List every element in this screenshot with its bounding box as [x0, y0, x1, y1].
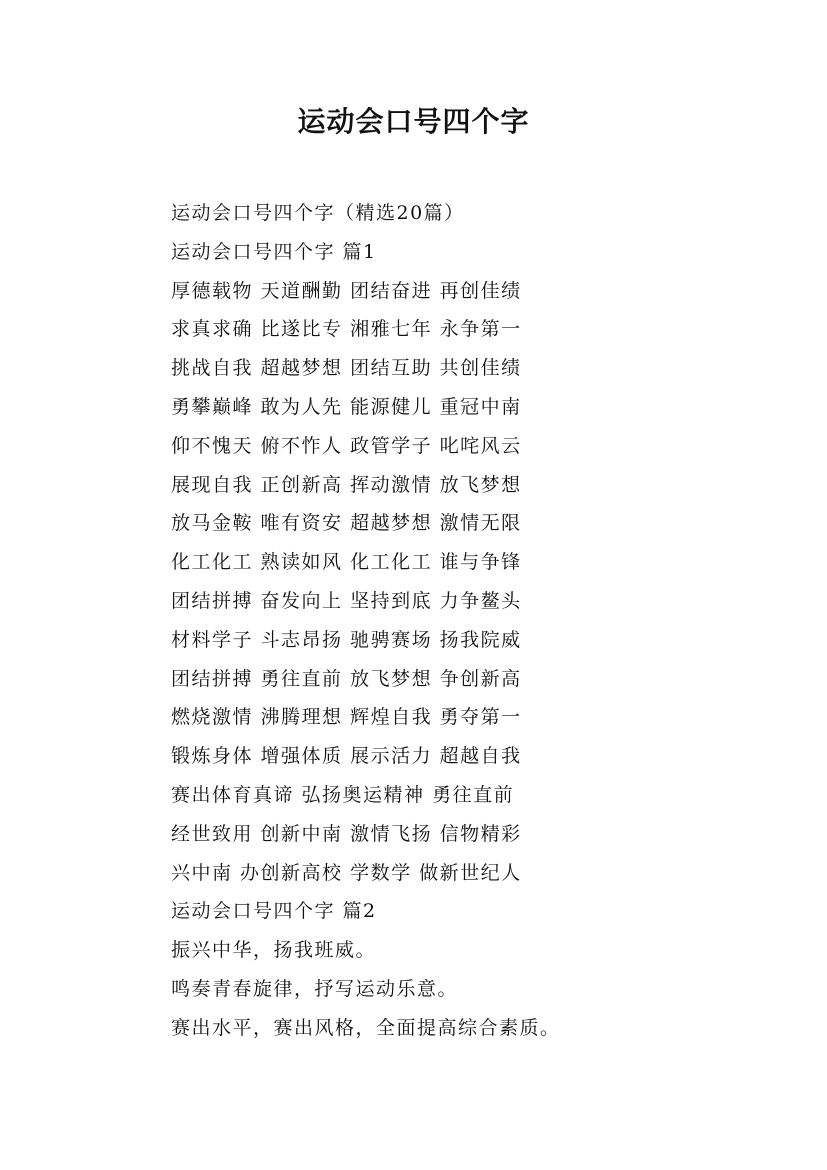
slogan-line: 厚德载物 天道酬勤 团结奋进 再创佳绩 [171, 279, 522, 302]
slogan-line: 团结拼搏 奋发向上 坚持到底 力争鳌头 [171, 589, 522, 612]
slogan-line: 赛出体育真谛 弘扬奥运精神 勇往直前 [171, 783, 515, 806]
slogan-line: 材料学子 斗志昂扬 驰骋赛场 扬我院威 [171, 628, 522, 651]
slogan-line: 仰不愧天 俯不怍人 政管学子 叱咤风云 [171, 434, 522, 457]
slogan-line: 赛出水平，赛出风格，全面提高综合素质。 [171, 1016, 561, 1039]
slogan-line: 锻炼身体 增强体质 展示活力 超越自我 [171, 745, 522, 768]
slogan-line: 团结拼搏 勇往直前 放飞梦想 争创新高 [171, 667, 522, 690]
slogan-line: 振兴中华，扬我班威。 [171, 939, 377, 962]
section-heading-1: 运动会口号四个字 篇1 [171, 240, 377, 263]
slogan-line: 兴中南 办创新高校 学数学 做新世纪人 [171, 861, 522, 884]
slogan-line: 求真求确 比遂比专 湘雅七年 永争第一 [171, 318, 522, 341]
slogan-line: 展现自我 正创新高 挥动激情 放飞梦想 [171, 473, 522, 496]
document-title: 运动会口号四个字 [297, 105, 530, 138]
slogan-line: 放马金鞍 唯有资安 超越梦想 激情无限 [171, 512, 522, 535]
slogan-line: 燃烧激情 沸腾理想 辉煌自我 勇夺第一 [171, 706, 522, 729]
slogan-line: 勇攀巅峰 敢为人先 能源健儿 重冠中南 [171, 395, 522, 418]
slogan-line: 挑战自我 超越梦想 团结互助 共创佳绩 [171, 357, 522, 380]
document-subtitle: 运动会口号四个字（精选20篇） [171, 202, 465, 224]
slogan-line: 鸣奏青春旋律，抒写运动乐意。 [171, 977, 459, 1000]
slogan-line: 化工化工 熟读如风 化工化工 谁与争锋 [171, 551, 522, 574]
section-heading-2: 运动会口号四个字 篇2 [171, 900, 377, 923]
document-body [171, 194, 731, 1048]
slogan-line: 经世致用 创新中南 激情飞扬 信物精彩 [171, 822, 522, 845]
